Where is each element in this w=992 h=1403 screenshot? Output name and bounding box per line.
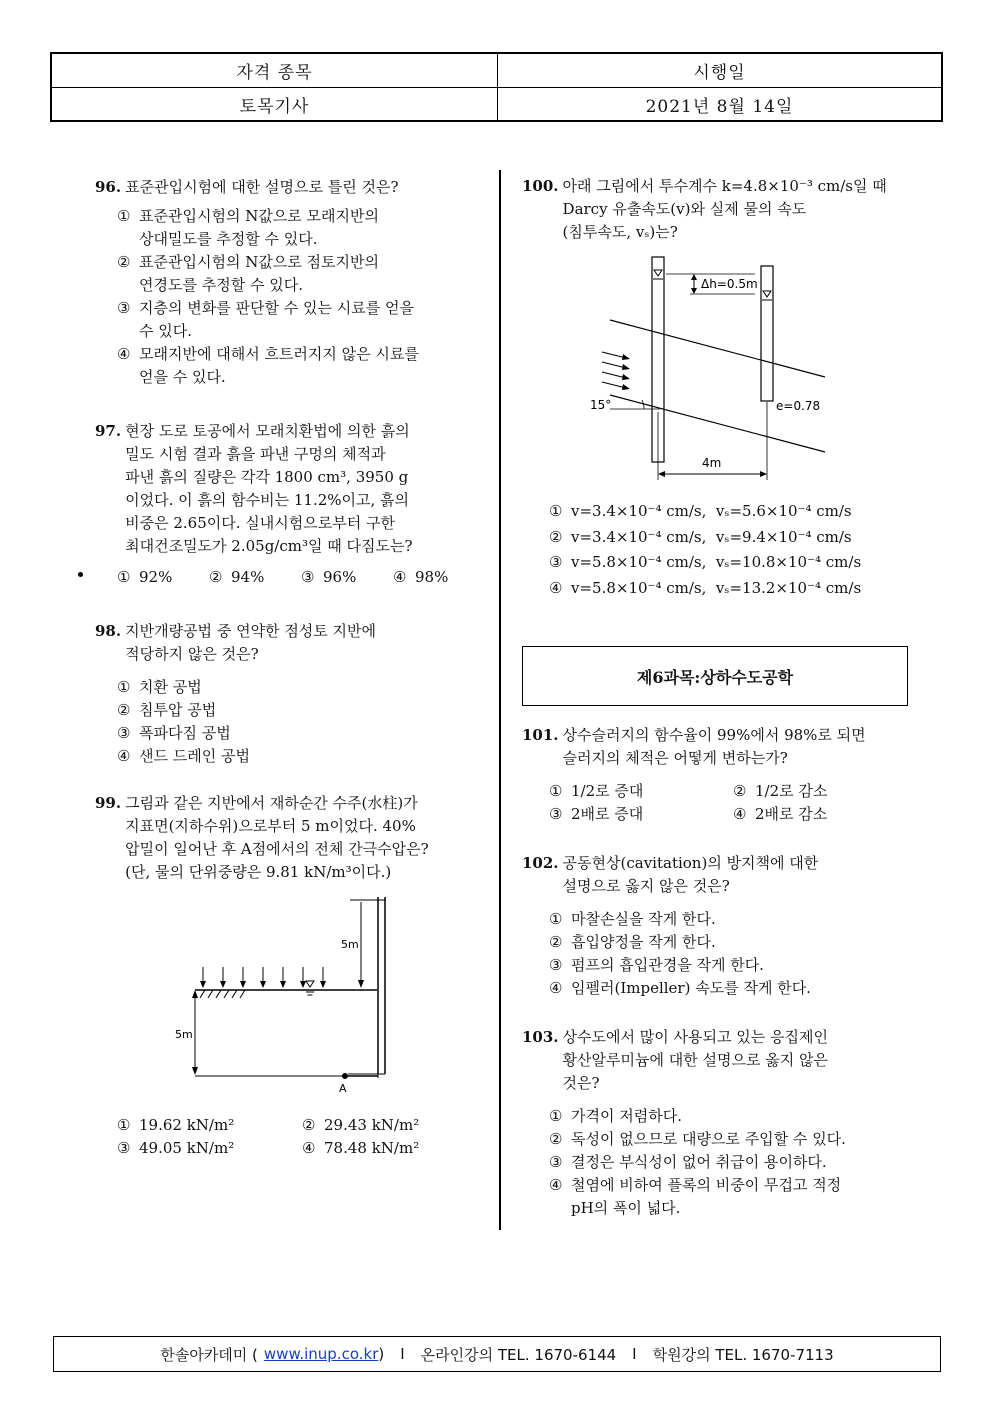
option-3[interactable] [549,550,909,576]
option-1[interactable] [117,1114,302,1137]
option-3[interactable] [549,803,733,826]
option-1[interactable] [549,908,922,931]
option-4[interactable] [393,566,485,589]
option-mark: ② [117,701,131,719]
option-mark: ③ [117,299,131,317]
label-top-5m: 5m [341,938,359,951]
option-text: 가격이 저렴하다. [571,1107,682,1125]
option-2[interactable] [549,525,909,551]
footer-close-paren: ) [378,1345,385,1363]
option-text: 모래지반에 대해서 흐트러지지 않은 시료를 얻을 수 있다. [139,345,419,386]
option-3[interactable] [549,1151,922,1174]
option-text: v=3.4×10⁻⁴ cm/s, vₛ=5.6×10⁻⁴ cm/s [571,502,852,520]
label-void-ratio: e=0.78 [776,399,821,413]
option-text: 폭파다짐 공법 [139,724,231,742]
option-text: 펌프의 흡입관경을 작게 한다. [571,956,764,974]
footer-academy-tel: 학원강의 TEL. 1670-7113 [652,1345,834,1364]
question-100 [522,175,922,244]
footer-online-tel: 온라인강의 TEL. 1670-6144 [420,1345,617,1364]
option-mark: ① [117,207,131,225]
label-point-a: A [339,1082,347,1095]
option-mark: ① [117,678,131,696]
question-number: 100. [522,177,559,195]
option-mark: ① [549,502,563,520]
option-1[interactable] [117,566,209,589]
option-mark: ③ [117,1139,131,1157]
footer-bar [53,1336,941,1372]
option-text: v=3.4×10⁻⁴ cm/s, vₛ=9.4×10⁻⁴ cm/s [571,527,852,546]
option-3[interactable] [301,566,393,589]
option-mark: ② [209,568,223,586]
question-98 [95,620,485,768]
option-text: 92% [139,568,173,586]
option-text: 1/2로 감소 [755,782,828,800]
option-text: 96% [323,568,357,586]
option-mark: ② [733,782,747,800]
option-mark: ③ [549,956,563,974]
margin-dot [78,572,83,577]
option-mark: ③ [549,805,563,823]
label-angle: 15° [590,398,612,412]
question-text: 현장 도로 토공에서 모래치환법에 의한 흙의 밀도 시험 결과 흙을 파낸 구멍의 체적과 파낸 흙의 질량은 각각 1800 cm³, 3950 g 이었다. 이 흙의 함수비는 11.2%이고, 흙의 비중은 2.65이다. 실내시험으로부터 구한 최대건조밀도가 2.05g/cm³일 때 다짐도는? [125,422,413,555]
q100-options [549,499,909,601]
option-mark: ① [117,1116,131,1134]
option-mark: ③ [549,1153,563,1171]
question-text: 상수도에서 많이 사용되고 있는 응집제인 황산알루미늄에 대한 설명으로 옳지 않은 것은? [562,1028,828,1092]
option-mark: ④ [549,578,563,597]
option-text: 19.62 kN/m² [139,1116,235,1134]
option-text: 2배로 증대 [571,805,644,823]
option-1[interactable] [117,205,485,251]
option-2[interactable] [117,251,485,297]
option-mark: ② [549,933,563,951]
option-4[interactable] [302,1137,419,1160]
question-number: 103. [522,1028,559,1046]
option-2[interactable] [549,931,922,954]
option-2[interactable] [117,699,485,722]
option-text: 치환 공법 [139,678,202,696]
option-mark: ③ [301,568,315,586]
question-text: 지반개량공법 중 연약한 점성토 지반에 적당하지 않은 것은? [125,622,377,663]
question-103 [522,1026,922,1220]
option-3[interactable] [549,954,922,977]
option-4[interactable] [549,576,909,602]
option-3[interactable] [117,297,485,343]
option-text: 독성이 없으므로 대량으로 주입할 수 있다. [571,1130,846,1148]
option-text: 94% [231,568,265,586]
option-4[interactable] [549,1174,922,1220]
option-text: v=5.8×10⁻⁴ cm/s, vₛ=13.2×10⁻⁴ cm/s [571,578,862,597]
option-mark: ① [549,910,563,928]
question-text: 공동현상(cavitation)의 방지책에 대한 설명으로 옳지 않은 것은? [562,854,819,895]
option-text: 49.05 kN/m² [139,1139,235,1157]
option-1[interactable] [117,676,485,699]
question-text: 상수슬러지의 함수율이 99%에서 98%로 되면 슬러지의 체적은 어떻게 변하는가? [562,726,866,767]
option-2[interactable] [209,566,301,589]
header-row-values [52,87,941,121]
option-3[interactable] [117,722,485,745]
question-number: 99. [95,794,122,812]
label-left-5m: 5m [175,1028,193,1041]
q99-options [117,1114,497,1160]
option-mark: ① [549,1107,563,1125]
header-row-titles [52,54,941,87]
option-text: 샌드 드레인 공법 [139,747,250,765]
footer-website-link[interactable]: www.inup.co.kr [263,1345,379,1363]
option-1[interactable] [549,1105,922,1128]
option-mark: ④ [302,1139,316,1157]
subject-heading: 제6과목:상하수도공학 [522,646,908,706]
option-4[interactable] [117,343,485,389]
option-text: 29.43 kN/m² [324,1116,420,1134]
option-mark: ① [117,568,131,586]
option-text: 임펠러(Impeller) 속도를 작게 한다. [571,979,811,997]
option-text: v=5.8×10⁻⁴ cm/s, vₛ=10.8×10⁻⁴ cm/s [571,553,862,571]
option-1[interactable] [549,499,909,525]
question-96 [95,176,485,389]
header-col1-title: 자격 종목 [236,63,313,83]
question-101 [522,724,922,826]
column-divider [499,170,501,1230]
option-text: 표준관입시험의 N값으로 모래지반의 상대밀도를 추정할 수 있다. [139,207,380,248]
option-text: 지층의 변화를 판단할 수 있는 시료를 얻을 수 있다. [139,299,414,340]
option-text: 결정은 부식성이 없어 취급이 용이하다. [571,1153,827,1171]
question-number: 97. [95,422,122,440]
question-text: 표준관입시험에 대한 설명으로 틀린 것은? [125,178,399,196]
option-mark: ④ [393,568,407,586]
option-text: 98% [415,568,449,586]
header-col2-title: 시행일 [497,54,941,87]
label-delta-h: Δh=0.5m [701,277,758,291]
option-text: 마찰손실을 작게 한다. [571,910,716,928]
option-2[interactable] [549,1128,922,1151]
option-4[interactable] [549,977,922,1000]
option-mark: ③ [549,553,563,571]
header-table [50,52,943,122]
question-number: 98. [95,622,122,640]
question-99 [95,792,490,884]
question-text: 아래 그림에서 투수계수 k=4.8×10⁻³ cm/s일 때 Darcy 유출속도(v)와 실제 물의 속도 (침투속도, vₛ)는? [562,177,887,241]
option-mark: ③ [117,724,131,742]
option-text: 침투압 공법 [139,701,217,719]
figure-darcy [590,252,835,484]
header-date: 2021년 8월 14일 [497,88,941,121]
label-length: 4m [702,456,722,470]
option-1[interactable] [549,780,733,803]
option-text: 2배로 감소 [755,805,828,823]
footer-org: 한솔아카데미 ( [160,1345,258,1364]
option-mark: ④ [549,1176,563,1194]
option-mark: ④ [117,747,131,765]
option-3[interactable] [117,1137,302,1160]
option-mark: ② [549,1130,563,1148]
option-mark: ④ [117,345,131,363]
figure-consolidation [165,892,405,1097]
question-number: 101. [522,726,559,744]
question-number: 96. [95,178,122,196]
header-subject: 토목기사 [239,97,310,117]
option-2[interactable] [733,780,827,803]
option-4[interactable] [733,803,827,826]
option-mark: ② [549,527,563,546]
option-mark: ② [302,1116,316,1134]
question-97 [95,420,485,589]
question-number: 102. [522,854,559,872]
option-text: 표준관입시험의 N값으로 점토지반의 연경도를 추정할 수 있다. [139,253,380,294]
question-text: 그림과 같은 지반에서 재하순간 수주(水柱)가 지표면(지하수위)으로부터 5 m이었다. 40% 압밀이 일어난 후 A점에서의 전체 간극수압은? (단, 물의 단위중량은 9.81 kN/m³이다.) [125,794,429,881]
option-4[interactable] [117,745,485,768]
option-text: 78.48 kN/m² [324,1139,420,1157]
question-102 [522,852,922,1000]
option-mark: ④ [733,805,747,823]
footer-separator: I [400,1345,405,1363]
option-text: 흡입양정을 작게 한다. [571,933,716,951]
option-mark: ② [117,253,131,271]
option-text: 1/2로 증대 [571,782,644,800]
option-text: 철염에 비하여 플록의 비중이 무겁고 적정 pH의 폭이 넓다. [571,1176,842,1217]
option-mark: ① [549,782,563,800]
option-mark: ④ [549,979,563,997]
footer-separator: I [632,1345,637,1363]
option-2[interactable] [302,1114,419,1137]
